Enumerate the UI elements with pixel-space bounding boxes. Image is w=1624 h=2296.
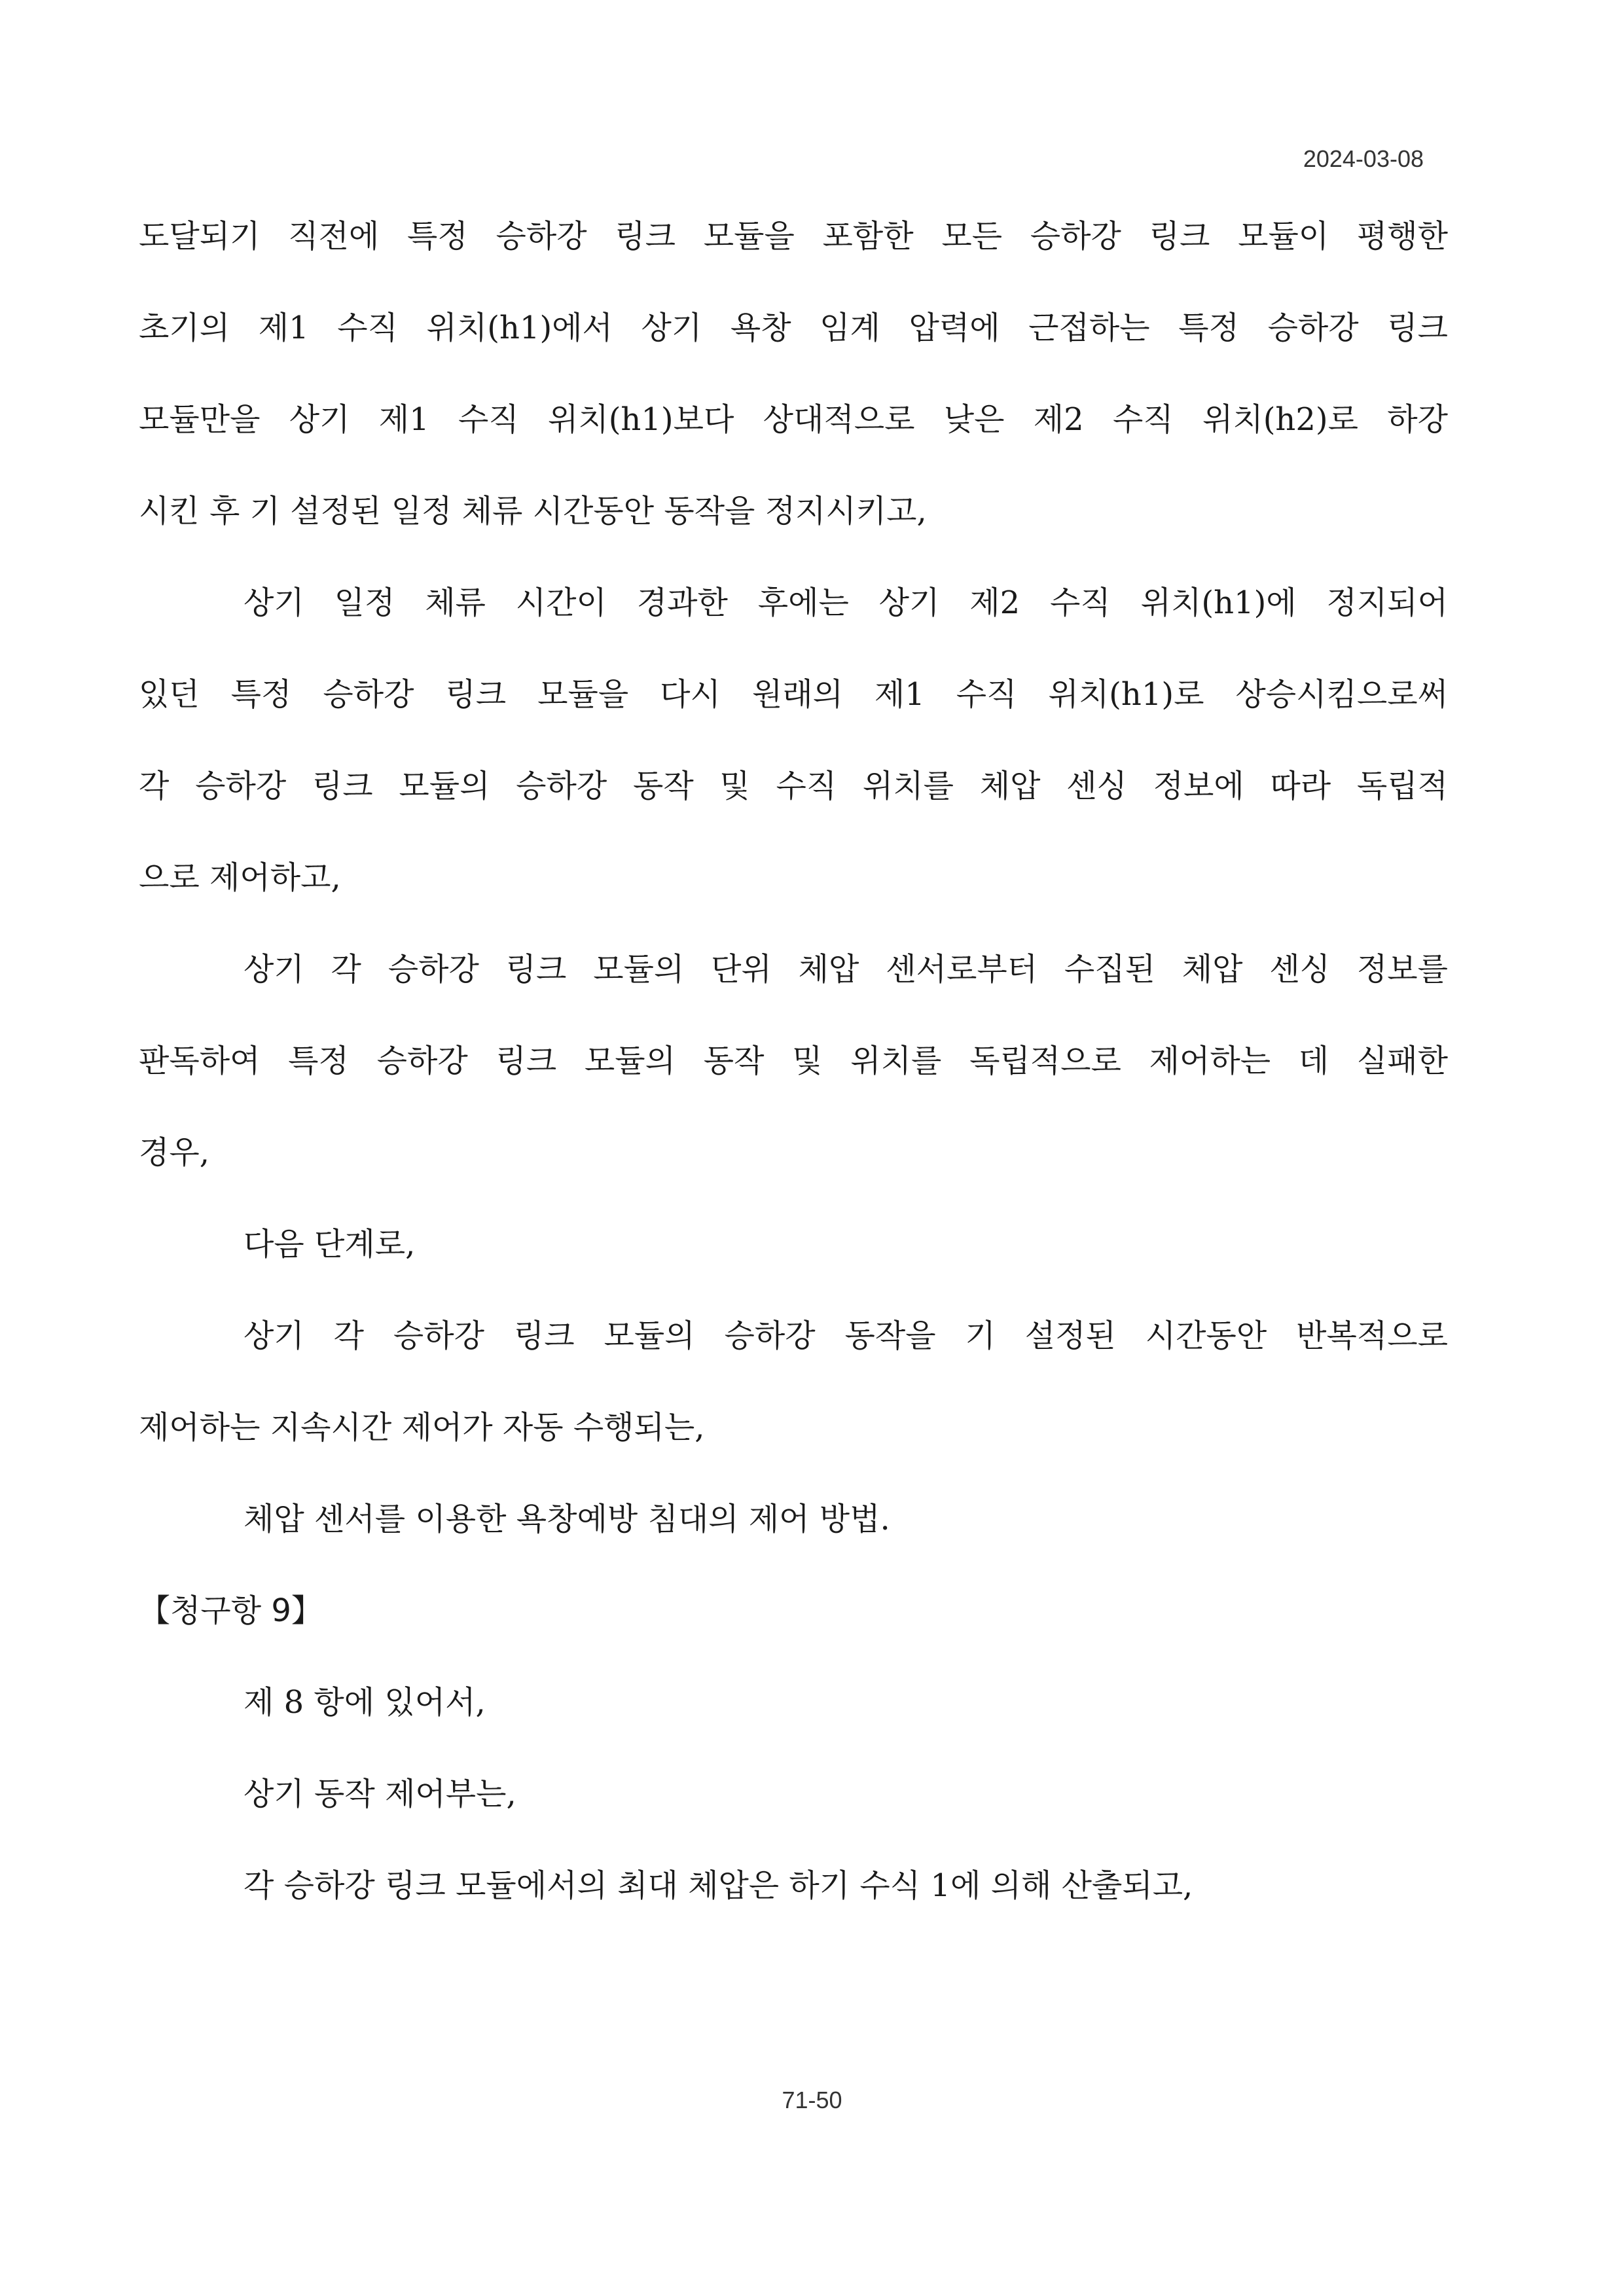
body-line: 체압 센서를 이용한 욕창예방 침대의 제어 방법.	[244, 1501, 890, 1537]
body-line: 모듈만을 상기 제1 수직 위치(h1)보다 상대적으로 낮은 제2 수직 위치(h2)로 하강	[139, 401, 1448, 438]
body-line: 으로 제어하고,	[139, 859, 341, 896]
page-number: 71-50	[782, 2087, 842, 2113]
claim-heading: 【청구항 9】	[139, 1592, 323, 1629]
body-line: 초기의 제1 수직 위치(h1)에서 상기 욕창 임계 압력에 근접하는 특정 승하강 링크	[139, 310, 1448, 346]
body-line: 상기 각 승하강 링크 모듈의 단위 체압 센서로부터 수집된 체압 센싱 정보를	[244, 951, 1448, 988]
body-line: 상기 각 승하강 링크 모듈의 승하강 동작을 기 설정된 시간동안 반복적으로	[244, 1318, 1448, 1354]
body-line: 제어하는 지속시간 제어가 자동 수행되는,	[139, 1409, 705, 1446]
body-line: 제 8 항에 있어서,	[244, 1684, 486, 1721]
body-line: 도달되기 직전에 특정 승하강 링크 모듈을 포함한 모든 승하강 링크 모듈이 평행한	[139, 218, 1448, 255]
body-line: 상기 동작 제어부는,	[244, 1776, 516, 1812]
body-line: 판독하여 특정 승하강 링크 모듈의 동작 및 위치를 독립적으로 제어하는 데 실패한	[139, 1043, 1448, 1079]
page-date: 2024-03-08	[1303, 145, 1424, 172]
body-line: 각 승하강 링크 모듈의 승하강 동작 및 수직 위치를 체압 센싱 정보에 따라 독립적	[139, 768, 1448, 804]
body-line: 경우,	[139, 1134, 209, 1171]
body-line: 각 승하강 링크 모듈에서의 최대 체압은 하기 수식 1에 의해 산출되고,	[244, 1867, 1193, 1904]
body-line: 상기 일정 체류 시간이 경과한 후에는 상기 제2 수직 위치(h1)에 정지되어	[244, 584, 1448, 621]
body-line: 시킨 후 기 설정된 일정 체류 시간동안 동작을 정지시키고,	[139, 493, 927, 529]
body-line: 다음 단계로,	[244, 1226, 416, 1263]
body-line: 있던 특정 승하강 링크 모듈을 다시 원래의 제1 수직 위치(h1)로 상승시킴으로써	[139, 676, 1448, 713]
